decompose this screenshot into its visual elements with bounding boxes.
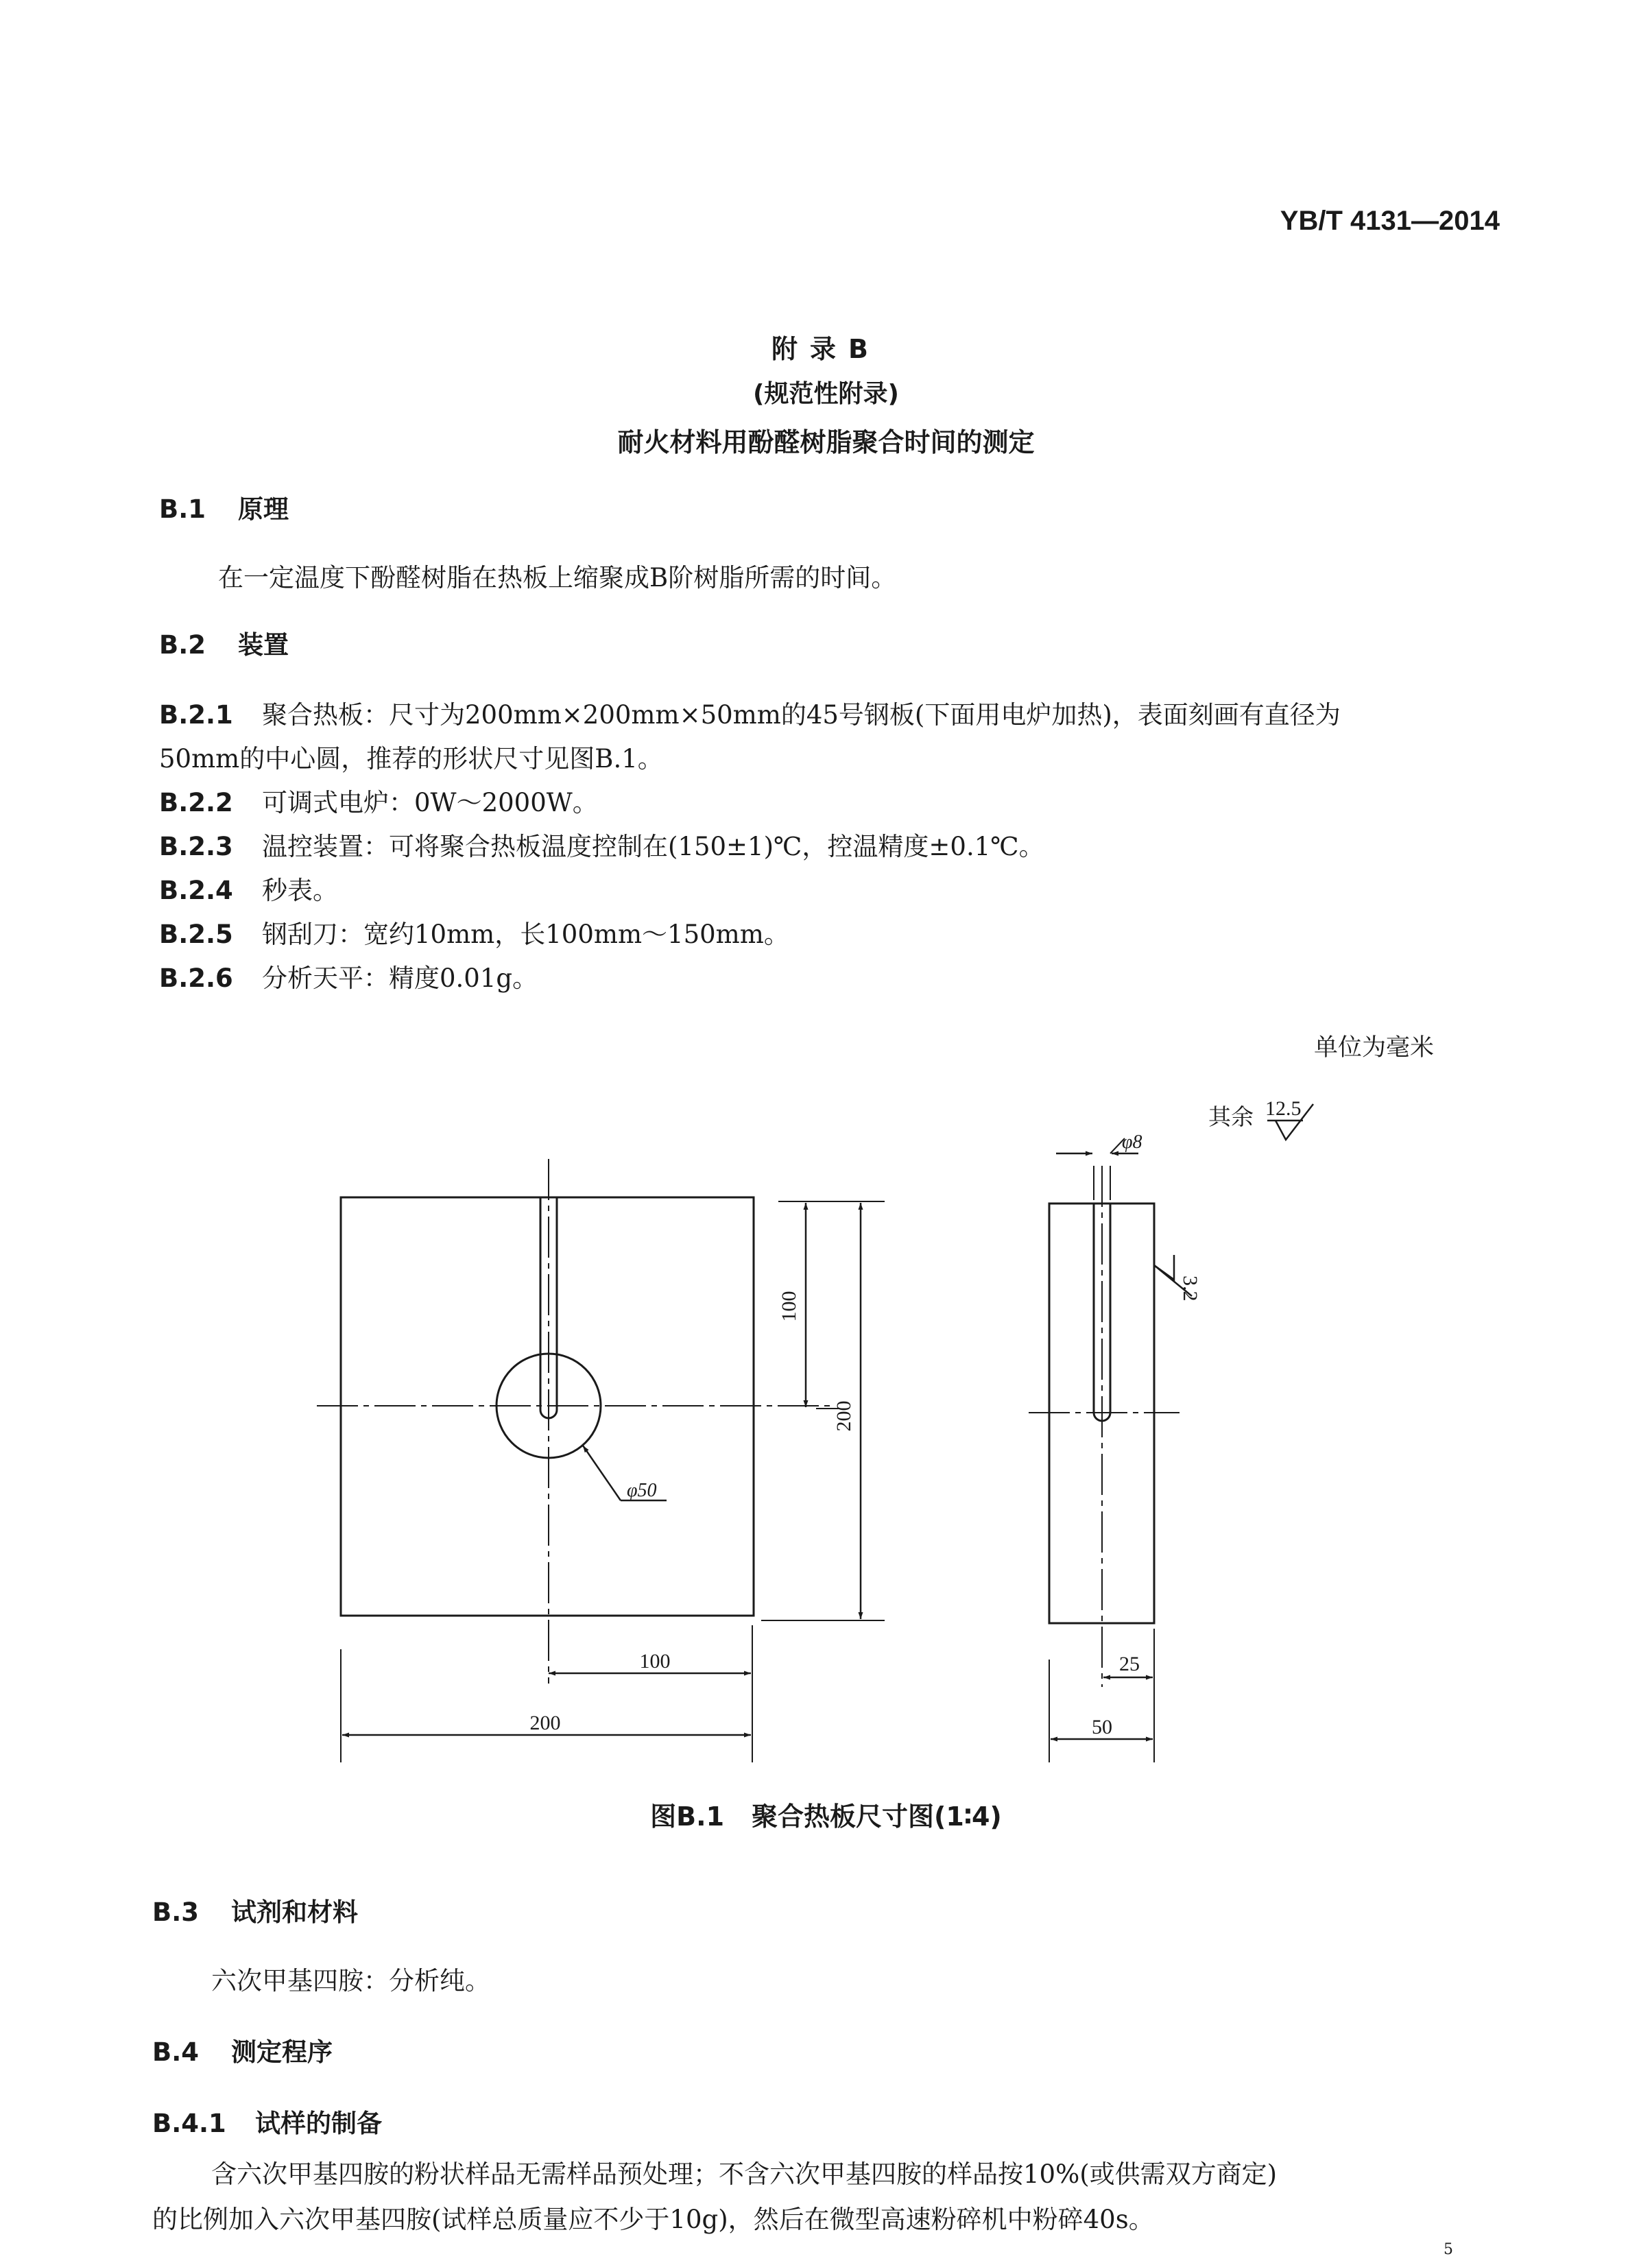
clause-b2-6: B.2.6 分析天平：精度0.01g。 xyxy=(159,963,538,993)
section-heading-b4: B.4 测定程序 xyxy=(152,2037,333,2067)
dim-200-vertical-label: 200 xyxy=(833,1400,855,1432)
section-heading-b4-1: B.4.1 试样的制备 xyxy=(152,2109,382,2138)
appendix-title: 附录B xyxy=(771,334,881,364)
clause-b2-1-line1: B.2.1 聚合热板：尺寸为200mm×200mm×50mm的45号钢板(下面用电炉加热)，表面刻画有直径为 xyxy=(159,700,1341,730)
section-text-b1: 在一定温度下酚醛树脂在热板上缩聚成B阶树脂所需的时间。 xyxy=(218,563,897,592)
clause-b2-5: B.2.5 钢刮刀：宽约10mm，长100mm～150mm。 xyxy=(159,920,789,949)
dim-50-label: 50 xyxy=(1092,1716,1112,1738)
circle-diameter-label: φ50 xyxy=(627,1480,657,1501)
section-text-b4-1-line2: 的比例加入六次甲基四胺(试样总质量应不少于10g)，然后在微型高速粉碎机中粉碎40s。 xyxy=(152,2205,1154,2234)
dim-25-label: 25 xyxy=(1119,1653,1140,1675)
roughness-prefix: 其余 xyxy=(1208,1105,1254,1130)
dim-200-horizontal-label: 200 xyxy=(529,1712,561,1734)
roughness-side-value: 3.2 xyxy=(1179,1276,1201,1302)
appendix-type: (规范性附录) xyxy=(753,380,899,408)
clause-b2-3: B.2.3 温控装置：可将聚合热板温度控制在(150±1)℃，控温精度±0.1℃。 xyxy=(159,832,1044,861)
circle-diameter-leader xyxy=(583,1446,621,1500)
section-heading-b2: B.2 装置 xyxy=(159,630,289,660)
page-number: 5 xyxy=(1444,2241,1453,2258)
section-text-b4-1-line1: 含六次甲基四胺的粉状样品无需样品预处理；不含六次甲基四胺的样品按10%(或供需双方商定) xyxy=(211,2159,1278,2189)
roughness-general-value: 12.5 xyxy=(1265,1097,1302,1120)
slot-diameter-label: φ8 xyxy=(1122,1132,1142,1153)
clause-b2-2: B.2.2 可调式电炉：0W～2000W。 xyxy=(159,788,598,817)
figure-caption: 图B.1 聚合热板尺寸图(1∶4) xyxy=(650,1801,1002,1832)
section-heading-b3: B.3 试剂和材料 xyxy=(152,1897,358,1927)
standard-number: YB/T 4131—2014 xyxy=(1280,206,1500,236)
section-text-b3: 六次甲基四胺：分析纯。 xyxy=(211,1966,490,1996)
unit-note: 单位为毫米 xyxy=(1313,1034,1434,1062)
dim-100-horizontal-label: 100 xyxy=(639,1650,671,1673)
appendix-name: 耐火材料用酚醛树脂聚合时间的测定 xyxy=(617,427,1035,457)
clause-b2-1-line2: 50mm的中心圆，推荐的形状尺寸见图B.1。 xyxy=(159,744,663,774)
clause-b2-4: B.2.4 秒表。 xyxy=(159,876,338,905)
section-heading-b1: B.1 原理 xyxy=(159,494,289,524)
dim-100-vertical-label: 100 xyxy=(778,1291,800,1322)
